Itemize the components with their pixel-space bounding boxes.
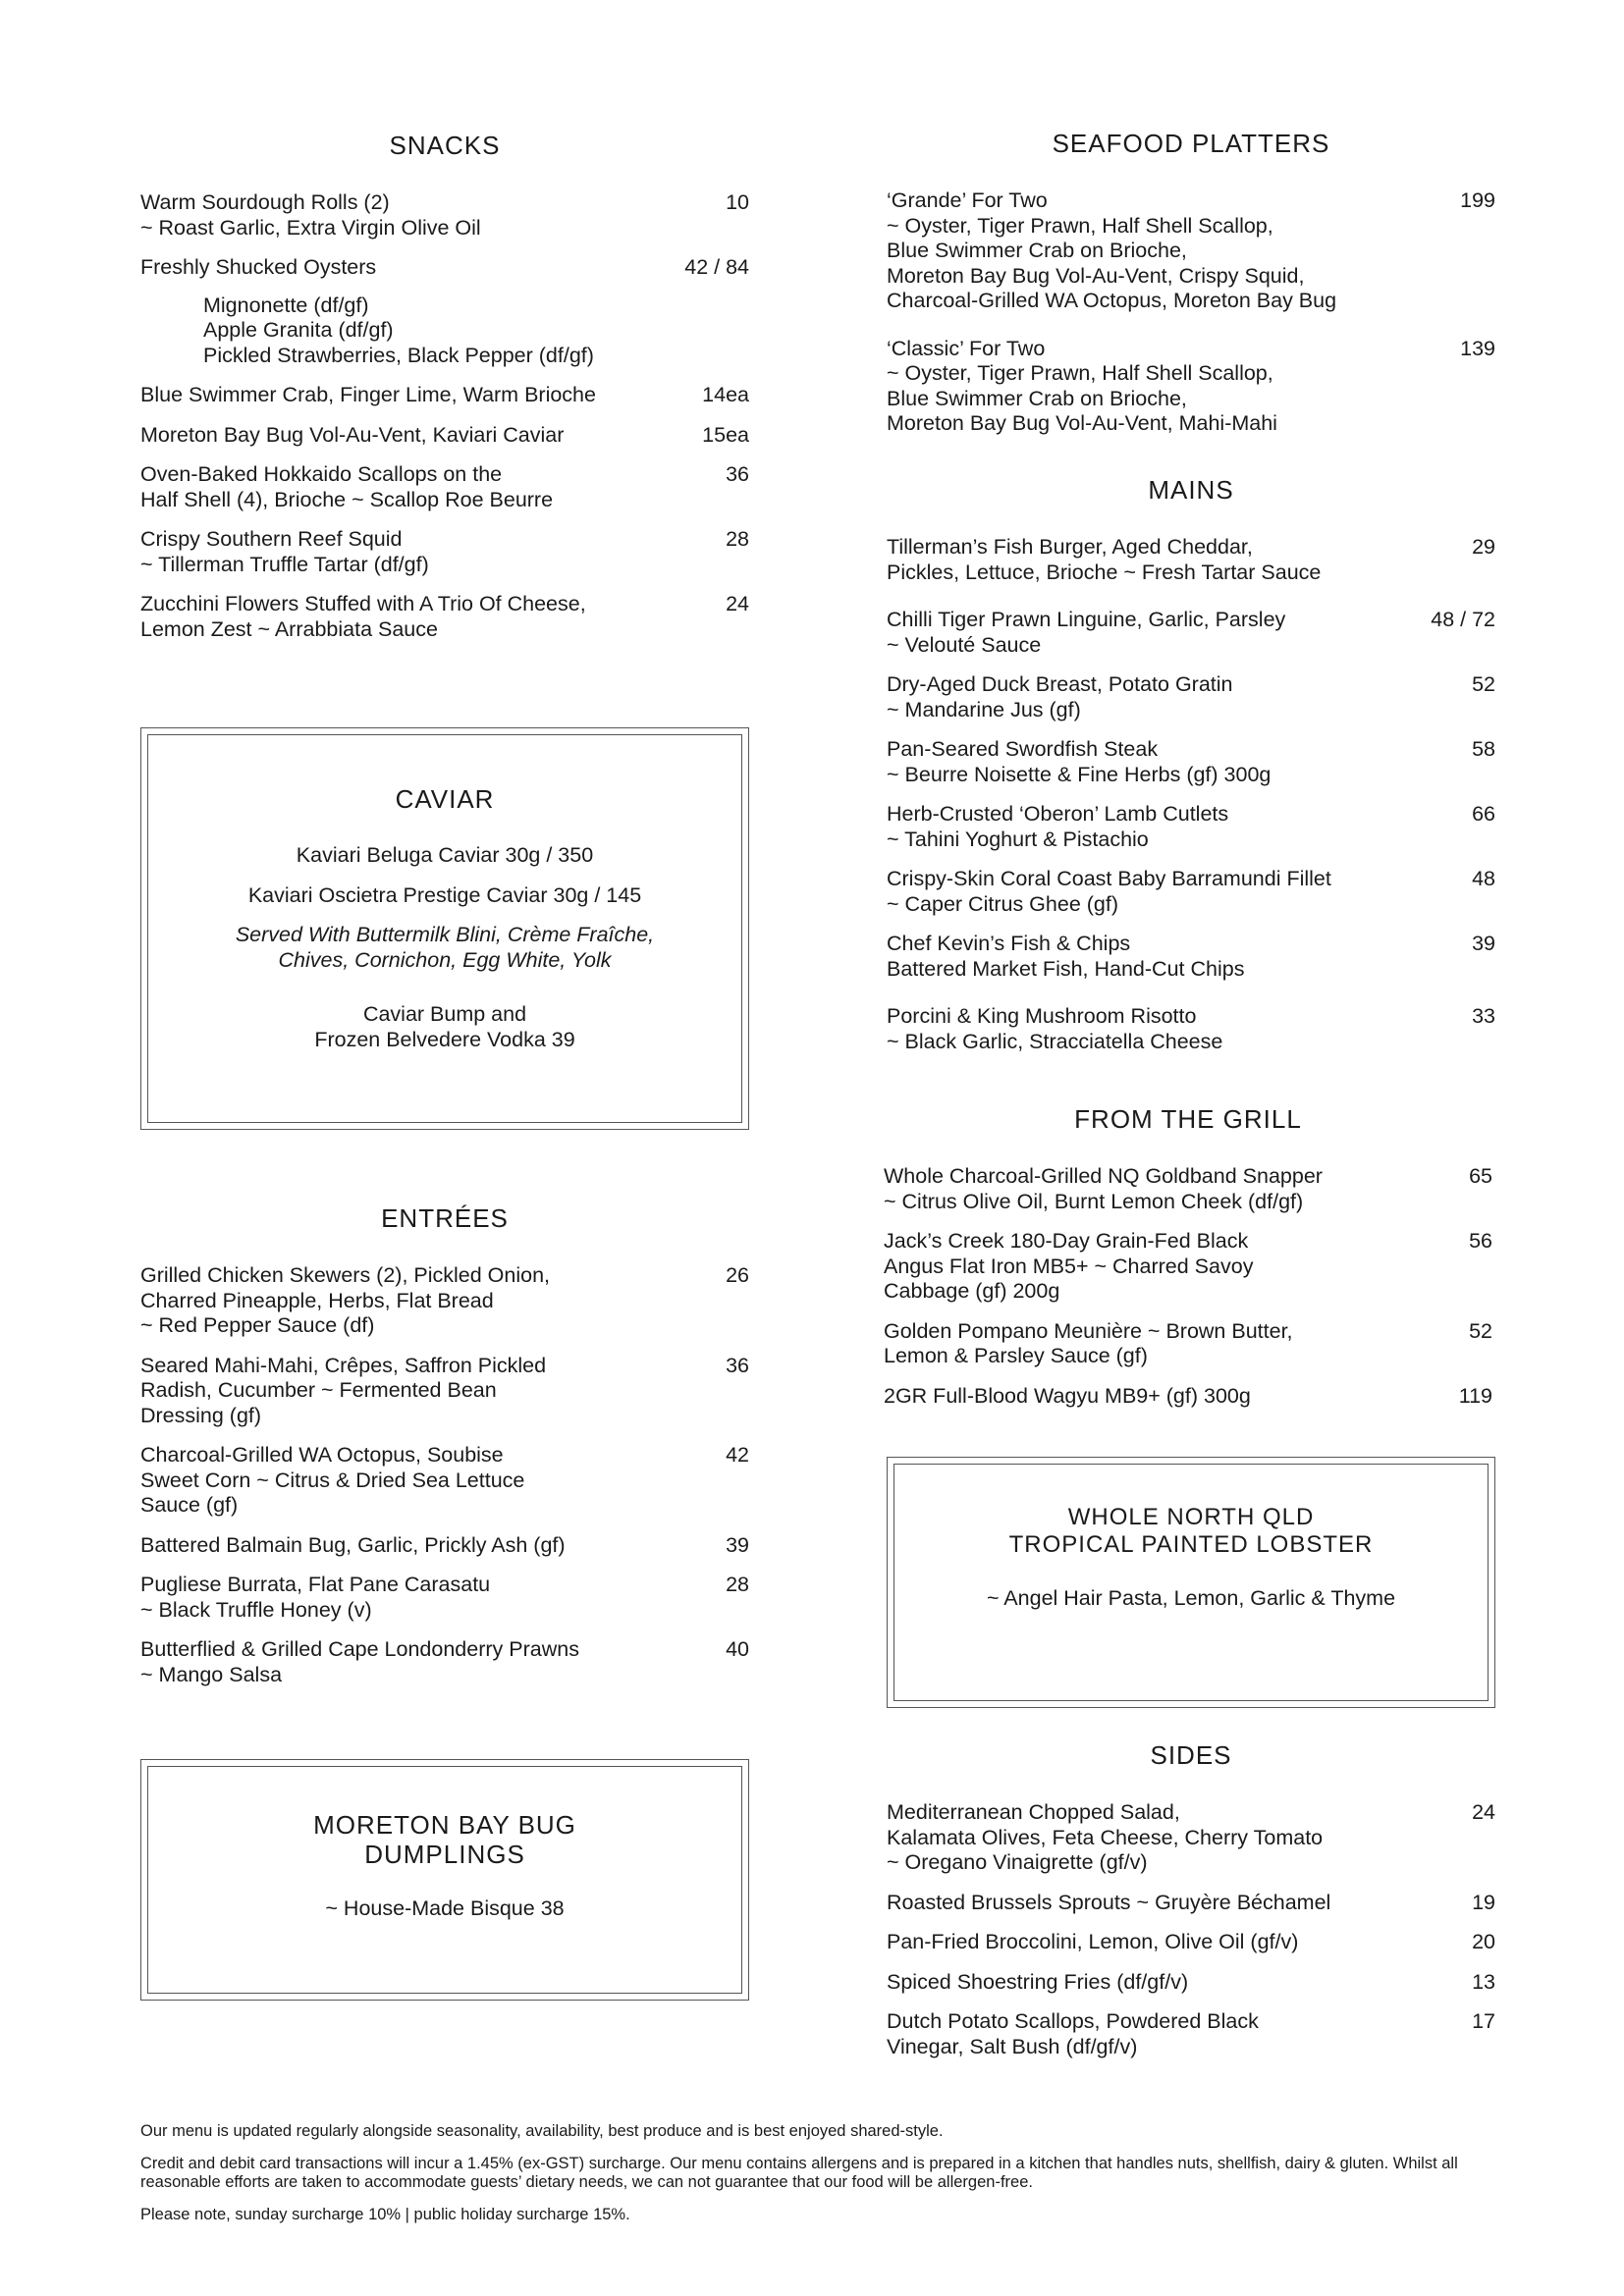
item-price: 56 bbox=[1469, 1229, 1492, 1253]
item-price: 48 bbox=[1472, 867, 1495, 890]
menu-item bbox=[887, 608, 1495, 658]
item-name: Chilli Tiger Prawn Linguine, Garlic, Parsley ~ Velouté Sauce bbox=[887, 608, 1286, 657]
dumplings-box bbox=[140, 1759, 749, 2001]
oyster-options: Mignonette (df/gf) Apple Granita (df/gf) Pickled Strawberries, Black Pepper (df/gf) bbox=[203, 293, 594, 367]
dumplings-box-inner bbox=[147, 1766, 742, 1994]
item-price: 42 bbox=[726, 1443, 749, 1467]
item-name: Crispy-Skin Coral Coast Baby Barramundi Fillet ~ Caper Citrus Ghee (gf) bbox=[887, 867, 1331, 916]
grill-section bbox=[884, 1104, 1492, 1423]
item-price: 10 bbox=[726, 190, 749, 214]
item-price: 28 bbox=[726, 527, 749, 551]
caviar-box bbox=[140, 727, 749, 1130]
item-price: 42 / 84 bbox=[684, 255, 749, 279]
item-name: Spiced Shoestring Fries (df/gf/v) bbox=[887, 1969, 1189, 1994]
menu-item bbox=[887, 1800, 1495, 1876]
footer-surcharge: Please note, sunday surcharge 10% | public holiday surcharge 15%. bbox=[140, 2206, 630, 2223]
item-price: 66 bbox=[1472, 802, 1495, 826]
caviar-box-inner bbox=[147, 734, 742, 1123]
sides-section bbox=[887, 1740, 1495, 2074]
menu-item bbox=[887, 672, 1495, 722]
item-name: Porcini & King Mushroom Risotto ~ Black Garlic, Stracciatella Cheese bbox=[887, 1004, 1223, 1053]
menu-item bbox=[887, 337, 1495, 437]
dumplings-heading: MORETON BAY BUG DUMPLINGS bbox=[313, 1810, 576, 1869]
item-name: Roasted Brussels Sprouts ~ Gruyère Béchamel bbox=[887, 1890, 1331, 1914]
caviar-served-with: Served With Buttermilk Blini, Crème Fraîche, Chives, Cornichon, Egg White, Yolk bbox=[235, 923, 655, 972]
item-price: 119 bbox=[1458, 1383, 1492, 1408]
item-name: Blue Swimmer Crab, Finger Lime, Warm Brioche bbox=[140, 383, 596, 406]
item-name: Mediterranean Chopped Salad, Kalamata Olives, Feta Cheese, Cherry Tomato ~ Oregano Vinaigrette (gf/v) bbox=[887, 1800, 1324, 1874]
menu-item bbox=[887, 737, 1495, 787]
menu-item bbox=[140, 190, 749, 240]
item-name: Dutch Potato Scallops, Powdered Black Vinegar, Salt Bush (df/gf/v) bbox=[887, 2009, 1259, 2058]
item-price: 52 bbox=[1469, 1318, 1492, 1343]
snacks-section bbox=[140, 131, 749, 657]
item-price: 20 bbox=[1472, 1930, 1495, 1953]
sides-heading: SIDES bbox=[1150, 1740, 1232, 1770]
item-name: Golden Pompano Meunière ~ Brown Butter, Lemon & Parsley Sauce (gf) bbox=[884, 1318, 1293, 1367]
menu-item bbox=[140, 1533, 749, 1559]
item-price: 36 bbox=[726, 462, 749, 486]
menu-item bbox=[887, 1891, 1495, 1916]
menu-item bbox=[884, 1319, 1492, 1369]
item-name: Freshly Shucked Oysters bbox=[140, 255, 377, 279]
platters-heading: SEAFOOD PLATTERS bbox=[1052, 129, 1330, 158]
item-price: 33 bbox=[1472, 1004, 1495, 1028]
item-name: ‘Grande’ For Two ~ Oyster, Tiger Prawn, Half Shell Scallop, Blue Swimmer Crab on Brioche, Moreton Bay Bug Vol-Au-Vent, Crispy Squid, Charcoal-Grilled WA Octopus, Moreton Bay Bug bbox=[887, 188, 1337, 312]
item-name: Crispy Southern Reef Squid ~ Tillerman Truffle Tartar (df/gf) bbox=[140, 527, 429, 576]
item-name: Pan-Fried Broccolini, Lemon, Olive Oil (gf/v) bbox=[887, 1930, 1299, 1953]
item-name: Whole Charcoal-Grilled NQ Goldband Snapper ~ Citrus Olive Oil, Burnt Lemon Cheek (df/gf) bbox=[884, 1164, 1323, 1213]
menu-item bbox=[140, 527, 749, 577]
item-price: 52 bbox=[1472, 672, 1495, 696]
snacks-heading: SNACKS bbox=[389, 131, 501, 160]
item-price: 13 bbox=[1472, 1969, 1495, 1994]
item-name: ‘Classic’ For Two ~ Oyster, Tiger Prawn, Half Shell Scallop, Blue Swimmer Crab on Brioche, Moreton Bay Bug Vol-Au-Vent, Mahi-Mahi bbox=[887, 336, 1277, 435]
item-price: 199 bbox=[1460, 188, 1495, 212]
menu-item bbox=[887, 867, 1495, 917]
grill-heading: FROM THE GRILL bbox=[1074, 1104, 1302, 1134]
item-name: Tillerman’s Fish Burger, Aged Cheddar, Pickles, Lettuce, Brioche ~ Fresh Tartar Sauce bbox=[887, 535, 1322, 584]
menu-item bbox=[140, 1573, 749, 1623]
item-price: 24 bbox=[1472, 1800, 1495, 1824]
item-price: 48 / 72 bbox=[1431, 608, 1495, 631]
item-price: 19 bbox=[1472, 1890, 1495, 1914]
item-name: Herb-Crusted ‘Oberon’ Lamb Cutlets ~ Tahini Yoghurt & Pistachio bbox=[887, 802, 1229, 851]
menu-item bbox=[884, 1384, 1492, 1410]
menu-item bbox=[140, 1637, 749, 1687]
menu-item bbox=[884, 1229, 1492, 1305]
item-price: 28 bbox=[726, 1573, 749, 1596]
menu-item bbox=[887, 932, 1495, 982]
menu-item bbox=[140, 383, 749, 408]
lobster-box bbox=[887, 1457, 1495, 1708]
lobster-detail: ~ Angel Hair Pasta, Lemon, Garlic & Thyme bbox=[986, 1586, 1396, 1610]
item-price: 36 bbox=[726, 1353, 749, 1377]
menu-item bbox=[887, 1970, 1495, 1996]
entrees-heading: ENTRÉES bbox=[381, 1203, 509, 1233]
menu-item bbox=[140, 462, 749, 512]
item-price: 65 bbox=[1469, 1164, 1492, 1188]
caviar-heading: CAVIAR bbox=[395, 784, 495, 814]
menu-item bbox=[140, 423, 749, 449]
item-name: Pugliese Burrata, Flat Pane Carasatu ~ Black Truffle Honey (v) bbox=[140, 1573, 491, 1622]
menu-item bbox=[140, 1443, 749, 1519]
menu-item bbox=[884, 1164, 1492, 1214]
caviar-bump: Caviar Bump and Frozen Belvedere Vodka 39 bbox=[314, 1002, 575, 1051]
item-name: Butterflied & Grilled Cape Londonderry Prawns ~ Mango Salsa bbox=[140, 1637, 579, 1686]
item-price: 58 bbox=[1472, 737, 1495, 761]
item-name: Pan-Seared Swordfish Steak ~ Beurre Noisette & Fine Herbs (gf) 300g bbox=[887, 737, 1272, 786]
footer-notes bbox=[140, 2122, 1495, 2238]
item-name: Jack’s Creek 180-Day Grain-Fed Black Angus Flat Iron MB5+ ~ Charred Savoy Cabbage (gf) 200g bbox=[884, 1229, 1254, 1303]
item-price: 17 bbox=[1472, 2009, 1495, 2033]
menu-item bbox=[140, 592, 749, 642]
item-name: 2GR Full-Blood Wagyu MB9+ (gf) 300g bbox=[884, 1383, 1251, 1408]
item-name: Zucchini Flowers Stuffed with A Trio Of Cheese, Lemon Zest ~ Arrabbiata Sauce bbox=[140, 592, 586, 641]
menu-item bbox=[140, 1263, 749, 1339]
item-name: Warm Sourdough Rolls (2) ~ Roast Garlic, Extra Virgin Olive Oil bbox=[140, 190, 481, 240]
item-name: Grilled Chicken Skewers (2), Pickled Onion, Charred Pineapple, Herbs, Flat Bread ~ Red Pepper Sauce (df) bbox=[140, 1263, 551, 1337]
footer-seasonality: Our menu is updated regularly alongside seasonality, availability, best produce and is best enjoyed shared-style. bbox=[140, 2122, 944, 2140]
footer-allergens: Credit and debit card transactions will incur a 1.45% (ex-GST) surcharge. Our menu contains allergens and is prepared in a kitchen that handles nuts, shellfish, dairy & gluten. Whilst all reasonable efforts are taken to accommodate guests’ dietary needs, we can not guarantee that our food will be allergen-free. bbox=[140, 2155, 1458, 2191]
caviar-oscietra: Kaviari Oscietra Prestige Caviar 30g / 145 bbox=[247, 882, 642, 907]
item-price: 15ea bbox=[702, 422, 749, 447]
item-price: 40 bbox=[726, 1637, 749, 1661]
menu-item bbox=[887, 188, 1495, 314]
item-price: 24 bbox=[726, 592, 749, 615]
menu-item bbox=[887, 1004, 1495, 1054]
menu-item bbox=[140, 1354, 749, 1429]
lobster-heading: WHOLE NORTH QLD TROPICAL PAINTED LOBSTER bbox=[1008, 1504, 1374, 1558]
menu-item bbox=[887, 2009, 1495, 2059]
lobster-box-inner bbox=[893, 1464, 1489, 1701]
menu-item bbox=[140, 255, 749, 281]
item-name: Moreton Bay Bug Vol-Au-Vent, Kaviari Caviar bbox=[140, 422, 565, 447]
item-price: 26 bbox=[726, 1263, 749, 1287]
menu-item bbox=[887, 1930, 1495, 1955]
item-name: Battered Balmain Bug, Garlic, Prickly Ash (gf) bbox=[140, 1532, 566, 1557]
menu-item bbox=[887, 802, 1495, 852]
item-name: Dry-Aged Duck Breast, Potato Gratin ~ Mandarine Jus (gf) bbox=[887, 672, 1233, 721]
item-price: 39 bbox=[726, 1532, 749, 1557]
item-name: Chef Kevin’s Fish & Chips Battered Market Fish, Hand-Cut Chips bbox=[887, 932, 1245, 981]
item-price: 29 bbox=[1472, 535, 1495, 559]
item-name: Oven-Baked Hokkaido Scallops on the Half Shell (4), Brioche ~ Scallop Roe Beurre bbox=[140, 462, 554, 511]
mains-heading: MAINS bbox=[1148, 475, 1234, 505]
caviar-beluga: Kaviari Beluga Caviar 30g / 350 bbox=[296, 843, 594, 867]
item-name: Seared Mahi-Mahi, Crêpes, Saffron Pickled Radish, Cucumber ~ Fermented Bean Dressing (gf) bbox=[140, 1353, 547, 1427]
menu-item bbox=[887, 535, 1495, 585]
item-price: 14ea bbox=[702, 383, 749, 406]
dumplings-detail: ~ House-Made Bisque 38 bbox=[325, 1896, 565, 1920]
item-price: 39 bbox=[1472, 932, 1495, 955]
mains-section bbox=[887, 475, 1495, 1069]
platters-section bbox=[887, 129, 1495, 452]
item-price: 139 bbox=[1460, 336, 1495, 360]
entrees-section bbox=[140, 1203, 749, 1702]
item-name: Charcoal-Grilled WA Octopus, Soubise Sweet Corn ~ Citrus & Dried Sea Lettuce Sauce (gf) bbox=[140, 1443, 525, 1517]
